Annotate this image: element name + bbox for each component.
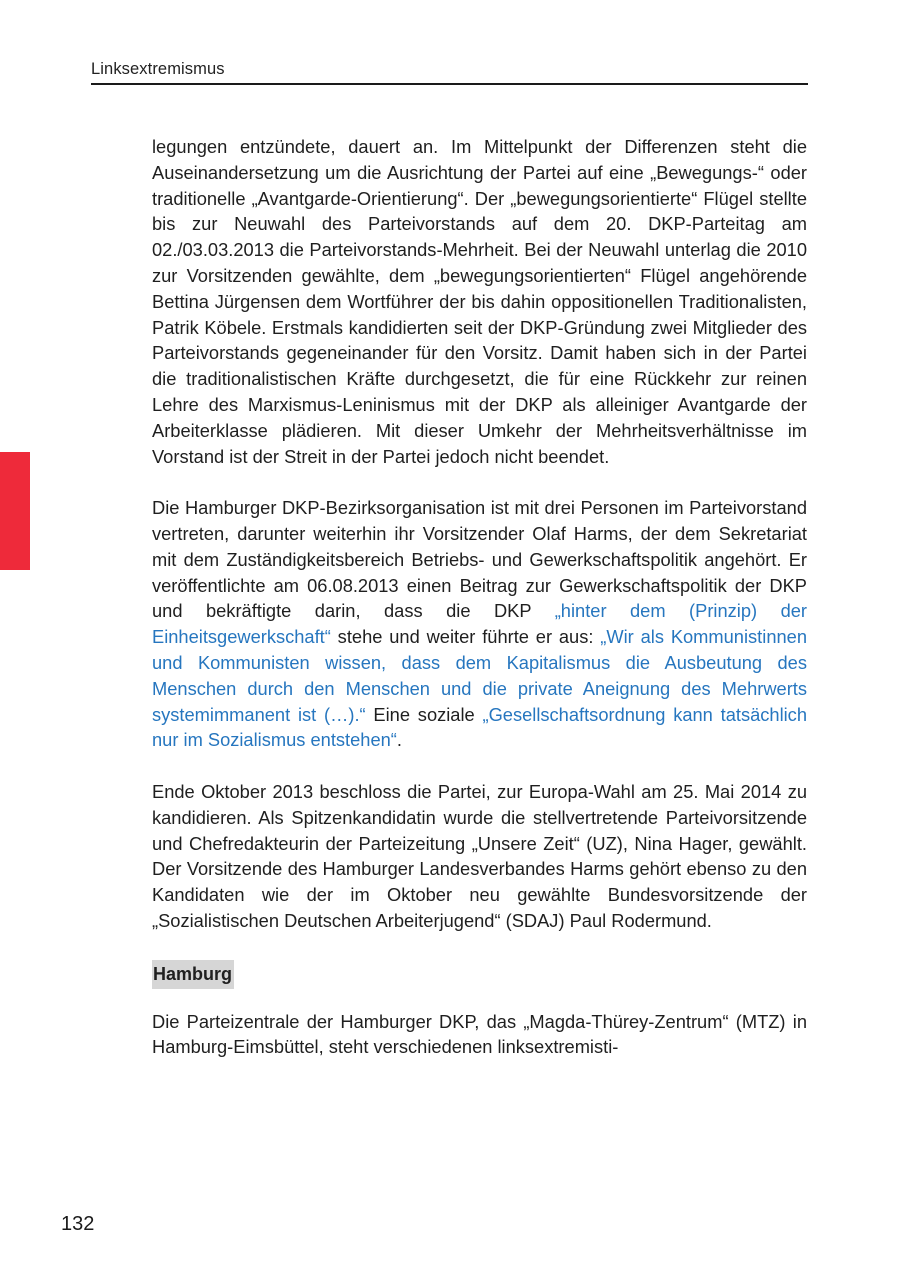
text-segment: stehe und weiter führte er aus:: [330, 626, 601, 648]
header-rule: [91, 83, 808, 85]
body-text: [152, 134, 807, 1086]
page-number: 132: [61, 1213, 95, 1235]
section-heading-hamburg: Hamburg: [152, 960, 234, 989]
running-head-title: Linksextremismus: [91, 60, 225, 78]
paragraph-parteizentrale: Die Parteizentrale der Hamburger DKP, das „Magda-Thürey-Zentrum“ (MTZ) in Hamburg-Eimsbüttel, steht verschiedenen linksextremisti-: [152, 1010, 807, 1058]
paragraph-europa-wahl: Ende Oktober 2013 beschloss die Partei, zur Europa-Wahl am 25. Mai 2014 zu kandidieren. Als Spitzenkandidatin wurde die stellvertretende Parteivorsitzende und Chefredakteurin der Parteizeitung „Unsere Zeit“ (UZ), Nina Hager, gewählt. Der Vorsitzende des Hamburger Landesverbandes Harms gehört ebenso zu den Kandidaten wie der im Oktober neu gewählte Bundesvorsitzende der „Sozialistischen Deutschen Arbeiterjugend“ (SDAJ) Paul Rodermund.: [152, 780, 807, 931]
paragraph-dkp-split: legungen entzündete, dauert an. Im Mittelpunkt der Differenzen steht die Auseinandersetzung um die Ausrichtung der Partei auf eine „Bewegungs-“ oder traditionelle „Avantgarde-Orientierung“. Der „bewegungsorientierte“ Flügel stellte bis zur Neuwahl des Parteivorstands auf dem 20. DKP-Parteitag am 02./03.03.2013 die Parteivorstands-Mehrheit. Bei der Neuwahl unterlag die 2010 zur Vorsitzenden gewählte, dem „bewegungsorientierten“ Flügel angehörende Bettina Jürgensen dem Wortführer der bis dahin oppositionellen Traditionalisten, Patrik Köbele. Erstmals kandidierten seit der DKP-Gründung zwei Mitglieder des Parteivorstands gegeneinander für den Vorsitz. Damit haben sich in der Partei die traditionalistischen Kräfte durchgesetzt, die für eine Rückkehr zur reinen Lehre des Marxismus-Leninismus mit der DKP als alleiniger Avantgarde der Arbeiterklasse plädieren. Mit dieser Umkehr der Mehrheitsverhältnisse im Vorstand ist der Streit in der Partei jedoch nicht beendet.: [152, 136, 807, 467]
quote-sozialismus: „Gesellschaftsordnung kann tatsächlich nur im Sozialismus entstehen“: [152, 703, 807, 751]
text-segment: Die Hamburger DKP-Bezirksorganisation ist mit drei Personen im Parteivorstand vertreten, darunter weiterhin ihr Vorsitzender Olaf Harms, der dem Sekretariat mit dem Zuständigkeitsbereich Betriebs- und Gewerkschaftspolitik angehört. Er veröffentlichte am 06.08.2013 einen Beitrag zur Gewerkschaftspolitik der DKP und bekräftigte darin, dass die DKP: [152, 497, 807, 622]
text-segment: Eine soziale: [365, 703, 483, 725]
quote-kommunisten: „Wir als Kommunistinnen und Kommunisten wissen, dass dem Kapitalismus die Ausbeutung des Menschen durch den Menschen und die private Aneignung des Mehrwerts systemimmanent ist (…).“: [152, 626, 807, 725]
paragraph-hamburg-board: [152, 495, 807, 753]
text-segment: .: [396, 729, 402, 751]
quote-einheitsgewerkschaft: „hinter dem (Prinzip) der Einheitsgewerkschaft“: [152, 600, 807, 648]
chapter-color-tab: [0, 452, 30, 570]
